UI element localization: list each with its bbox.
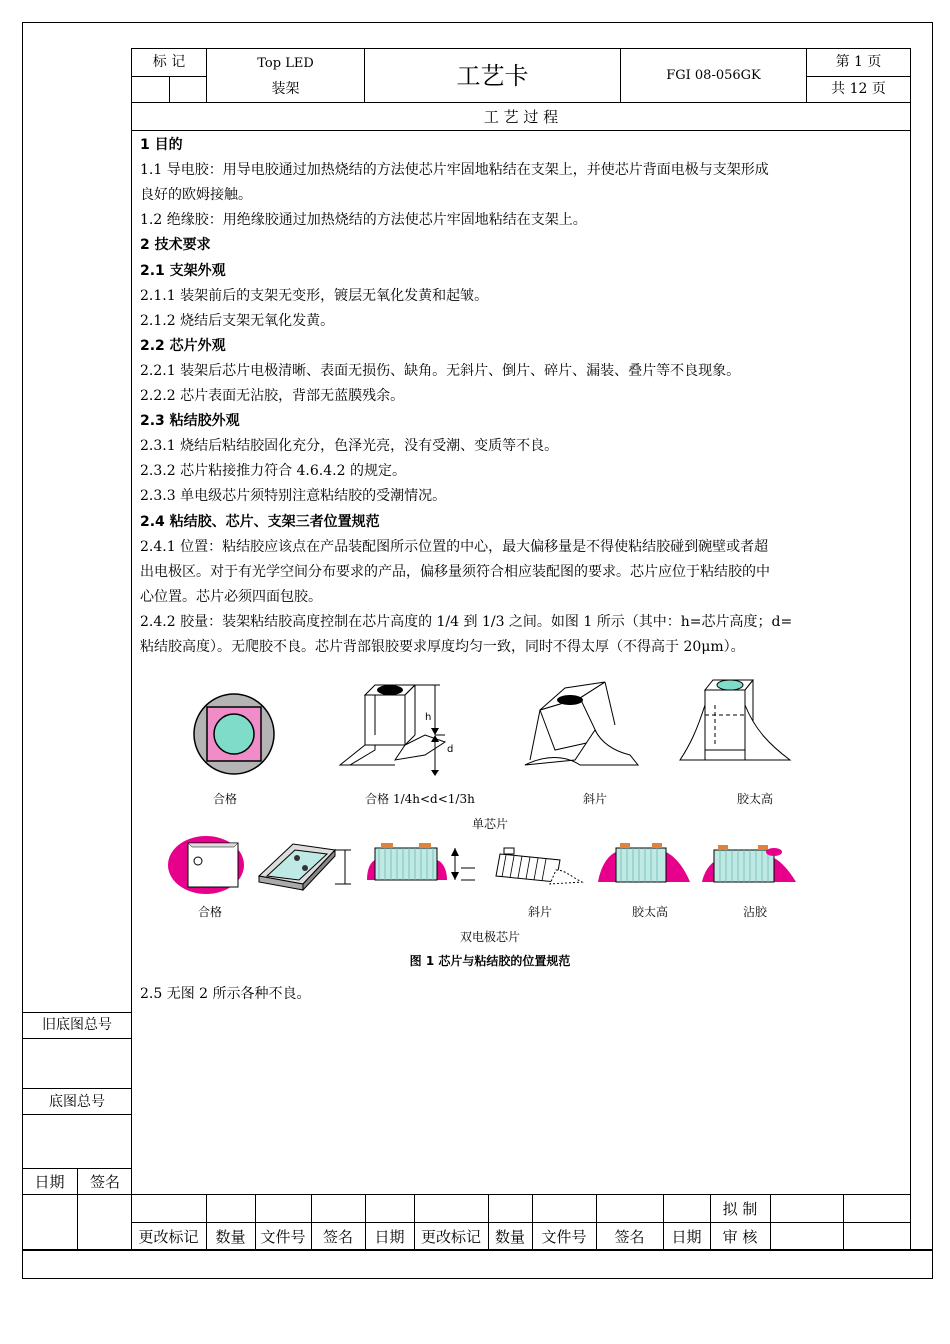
label-single-ok: 合格 — [212, 792, 237, 806]
body-line: 2.1.1 装架前后的支架无变形，镀层无氧化发黄和起皱。 — [140, 288, 489, 304]
product-line1: Top LED — [257, 56, 314, 71]
draft-label: 拟 制 — [722, 1200, 758, 1218]
sidebar-sign-label: 签名 — [89, 1173, 120, 1191]
page-title: 工艺卡 — [456, 62, 529, 90]
label-single-chip-group: 单芯片 — [471, 817, 508, 831]
body-line: 2.4 粘结胶、芯片、支架三者位置规范 — [140, 514, 380, 530]
footer-header-cell: 日期 — [374, 1228, 405, 1246]
footer-header-cell: 签名 — [614, 1228, 645, 1246]
body-line: 心位置。芯片必须四面包胶。 — [140, 589, 322, 605]
footer-header-cell: 文件号 — [541, 1228, 587, 1246]
dim-h-label: h — [425, 712, 432, 723]
old-base-number-label: 旧底图总号 — [42, 1017, 112, 1033]
body-line: 2 技术要求 — [140, 237, 211, 253]
label-dual-chip-group: 双电极芯片 — [459, 930, 520, 944]
body-line: 2.1.2 烧结后支架无氧化发黄。 — [140, 313, 335, 329]
body-line: 2.3.2 芯片粘接推力符合 4.6.4.2 的规定。 — [140, 463, 406, 479]
section-title: 工 艺 过 程 — [483, 108, 559, 126]
footer-header-cell: 数量 — [494, 1228, 525, 1246]
label-single-ok-range: 合格 1/4h<d<1/3h — [365, 792, 475, 806]
footer-header-cell: 更改标记 — [138, 1228, 199, 1246]
body-line: 1.2 绝缘胶：用绝缘胶通过加热烧结的方法使芯片牢固地粘结在支架上。 — [140, 212, 587, 228]
body-line: 2.2.2 芯片表面无沾胶，背部无蓝膜残余。 — [140, 388, 405, 404]
label-dual-glue-high: 胶太高 — [631, 905, 668, 919]
body-line: 2.2 芯片外观 — [140, 338, 226, 354]
label-dual-tilted: 斜片 — [527, 905, 552, 919]
body-line: 2.1 支架外观 — [140, 263, 226, 279]
body-line: 良好的欧姆接触。 — [140, 187, 252, 203]
page-total: 共 12 页 — [831, 81, 886, 97]
body-line: 2.4.2 胶量：装架粘结胶高度控制在芯片高度的 1/4 到 1/3 之间。如图 1 所示（其中：h=芯片高度；d= — [140, 614, 793, 630]
label-dual-glue-surface: 沾胶 — [742, 905, 767, 919]
single-chip-ok-side-view — [335, 680, 475, 780]
body-line: 2.3.3 单电级芯片须特别注意粘结胶的受潮情况。 — [140, 488, 447, 504]
body-line: 1 目的 — [140, 137, 183, 153]
footer-header-cell: 数量 — [215, 1228, 246, 1246]
mark-label: 标 记 — [152, 54, 186, 70]
review-label: 审 核 — [722, 1228, 758, 1246]
single-chip-tilted — [520, 680, 645, 775]
dual-chip-ok-side-view — [365, 838, 490, 888]
body-line: 2.3.1 烧结后粘结胶固化充分，色泽光亮，没有受潮、变质等不良。 — [140, 438, 559, 454]
dual-chip-glue-too-high — [596, 838, 696, 883]
body-line: 出电极区。对于有光学空间分布要求的产品，偏移量须符合相应装配图的要求。芯片应位于粘结胶的中 — [140, 564, 770, 580]
label-single-glue-high: 胶太高 — [736, 792, 773, 806]
dual-chip-ok-top-view — [168, 835, 248, 895]
doc-number: FGI 08-056GK — [666, 68, 761, 83]
product-line2: 装架 — [271, 81, 300, 97]
single-chip-ok-top-view — [190, 690, 280, 780]
body-line: 2.3 粘结胶外观 — [140, 413, 240, 429]
base-number-label: 底图总号 — [49, 1094, 105, 1110]
footer-header-cell: 更改标记 — [420, 1228, 481, 1246]
body-line: 2.4.1 位置：粘结胶应该点在产品装配图所示位置的中心，最大偏移量是不得使粘结胶碰到碗壁或者超 — [140, 539, 769, 555]
footer-header-cell: 文件号 — [260, 1228, 306, 1246]
dual-chip-glue-on-surface — [700, 838, 800, 883]
body-line: 粘结胶高度）。无爬胶不良。芯片背部银胶要求厚度均匀一致，同时不得太厚（不得高于 20μm）。 — [140, 639, 745, 655]
body-line-2-5: 2.5 无图 2 所示各种不良。 — [140, 986, 311, 1002]
body-line: 2.2.1 装架后芯片电极清晰、表面无损伤、缺角。无斜片、倒片、碎片、漏装、叠片等不良现象。 — [140, 363, 741, 379]
page-current: 第 1 页 — [835, 54, 882, 70]
single-chip-glue-too-high — [675, 675, 800, 775]
figure-caption: 图 1 芯片与粘结胶的位置规范 — [409, 954, 571, 968]
dual-chip-ok-iso-view — [255, 838, 355, 893]
body-line: 1.1 导电胶：用导电胶通过加热烧结的方法使芯片牢固地粘结在支架上，并使芯片背面电极与支架形成 — [140, 162, 769, 178]
label-dual-ok: 合格 — [197, 905, 222, 919]
label-single-tilted: 斜片 — [582, 792, 607, 806]
footer-header-cell: 日期 — [671, 1228, 702, 1246]
dim-d-label: d — [447, 744, 454, 755]
sidebar-date-label: 日期 — [34, 1173, 65, 1191]
dual-chip-tilted — [490, 840, 585, 885]
footer-header-cell: 签名 — [322, 1228, 353, 1246]
